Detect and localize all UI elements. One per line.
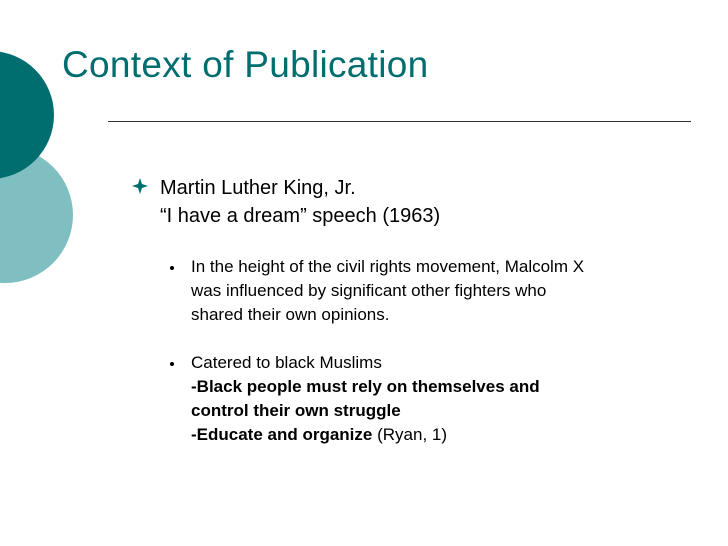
title-divider [108, 121, 691, 122]
main-bullet-text [160, 174, 440, 230]
main-bullet-line2: “I have a dream” speech (1963) [160, 205, 441, 227]
sub-bullet-2-bold1: -Black people must rely on themselves and [191, 377, 540, 396]
sub-bullet-2-text [191, 351, 540, 447]
sub-bullet-2-bold2: control their own struggle [191, 401, 401, 420]
sub-bullet-2-bold3: -Educate and organize [191, 425, 373, 444]
slide-title: Context of Publication [62, 44, 429, 85]
sub-bullet-1-line2: was influenced by significant other fighters who [191, 281, 547, 300]
bullet-dot-icon [170, 266, 174, 270]
sub-bullet-1-line3: shared their own opinions. [191, 305, 390, 324]
sub-bullet-1-line1: In the height of the civil rights movement, Malcolm X [191, 257, 585, 276]
sub-bullet-1-text [191, 255, 584, 327]
diamond-bullet-icon [131, 177, 149, 195]
sub-bullet-2-line1: Catered to black Muslims [191, 353, 382, 372]
main-bullet-line1: Martin Luther King, Jr. [160, 177, 356, 199]
citation: (Ryan, 1) [372, 425, 448, 444]
bullet-dot-icon [170, 362, 174, 366]
